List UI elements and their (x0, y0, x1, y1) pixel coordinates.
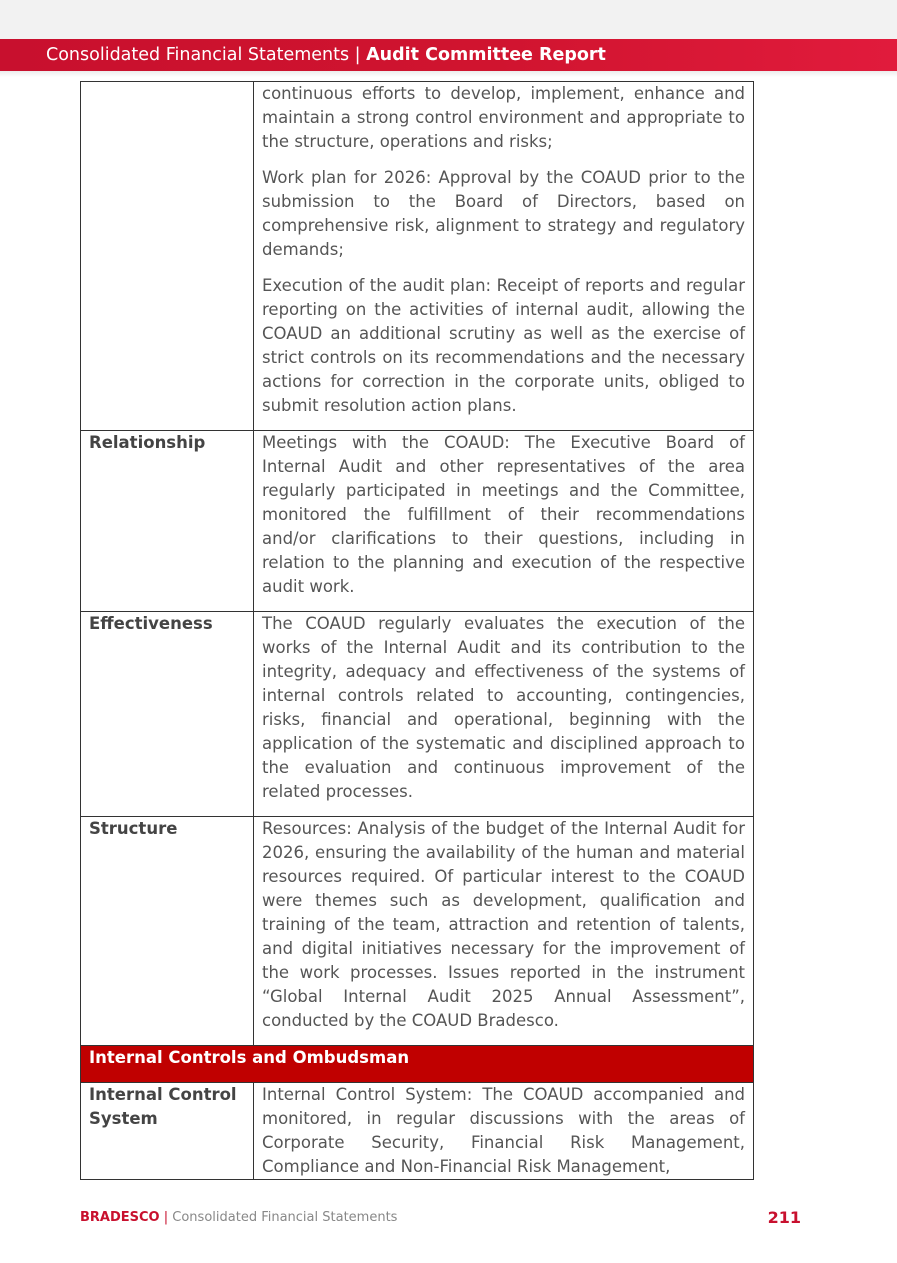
row-label: Internal Control System (81, 1083, 254, 1180)
row-paragraph: Execution of the audit plan: Receipt of reports and regular reporting on the activities of internal audit, allowing the COAUD an additional scrutiny as well as the exercise of strict controls on its recommendations and the necessary actions for correction in the corporate units, obliged to submit resolution action plans. (262, 276, 745, 415)
row-content (254, 82, 754, 431)
page-header (0, 39, 897, 71)
header-shadow (0, 71, 897, 77)
row-paragraph: Resources: Analysis of the budget of the Internal Audit for 2026, ensuring the availability of the human and material resources required. Of particular interest to the COAUD were themes such as development, qualification and training of the team, attraction and retention of talents, and digital initiatives necessary for the improvement of the work processes. Issues reported in the instrument “Global Internal Audit 2025 Annual Assessment”, conducted by the COAUD Bradesco. (262, 819, 745, 1030)
table-row (81, 82, 754, 431)
row-content (254, 817, 754, 1046)
section-title: Internal Controls and Ombudsman (81, 1046, 754, 1083)
header-title-light: Consolidated Financial Statements | (46, 45, 361, 65)
row-content (254, 1083, 754, 1180)
row-paragraph: Meetings with the COAUD: The Executive Board of Internal Audit and other representatives of the area regularly participated in meetings and the Committee, monitored the fulfillment of their recommendations and/or clarifications to their questions, including in relation to the planning and execution of the respective audit work. (262, 433, 745, 596)
row-paragraph: The COAUD regularly evaluates the execution of the works of the Internal Audit and its contribution to the integrity, adequacy and effectiveness of the systems of internal controls related to accounting, contingencies, risks, financial and operational, beginning with the application of the systematic and disciplined approach to the evaluation and continuous improvement of the related processes. (262, 614, 745, 801)
page-footer (80, 1207, 801, 1229)
row-paragraph: continuous efforts to develop, implement, enhance and maintain a strong control environment and appropriate to the structure, operations and risks; (262, 84, 745, 151)
table-row (81, 1083, 754, 1180)
row-paragraph: Work plan for 2026: Approval by the COAUD prior to the submission to the Board of Directors, based on comprehensive risk, alignment to strategy and regulatory demands; (262, 168, 745, 259)
table-row (81, 612, 754, 817)
table-row (81, 817, 754, 1046)
footer-doc-title: Consolidated Financial Statements (172, 1210, 398, 1225)
row-label (81, 82, 254, 431)
section-header-row (81, 1046, 754, 1083)
row-content (254, 431, 754, 612)
audit-table (80, 81, 754, 1180)
page-number: 211 (767, 1208, 801, 1227)
header-title-bold: Audit Committee Report (366, 45, 606, 65)
row-label: Effectiveness (81, 612, 254, 817)
row-label: Relationship (81, 431, 254, 612)
row-content (254, 612, 754, 817)
footer-separator: | (163, 1210, 169, 1225)
top-margin (0, 0, 897, 39)
footer-brand: BRADESCO (80, 1210, 160, 1225)
row-label: Structure (81, 817, 254, 1046)
row-paragraph: Internal Control System: The COAUD accompanied and monitored, in regular discussions with the areas of Corporate Security, Financial Risk Management, Compliance and Non-Financial Risk Management, (262, 1085, 745, 1176)
table-row (81, 431, 754, 612)
